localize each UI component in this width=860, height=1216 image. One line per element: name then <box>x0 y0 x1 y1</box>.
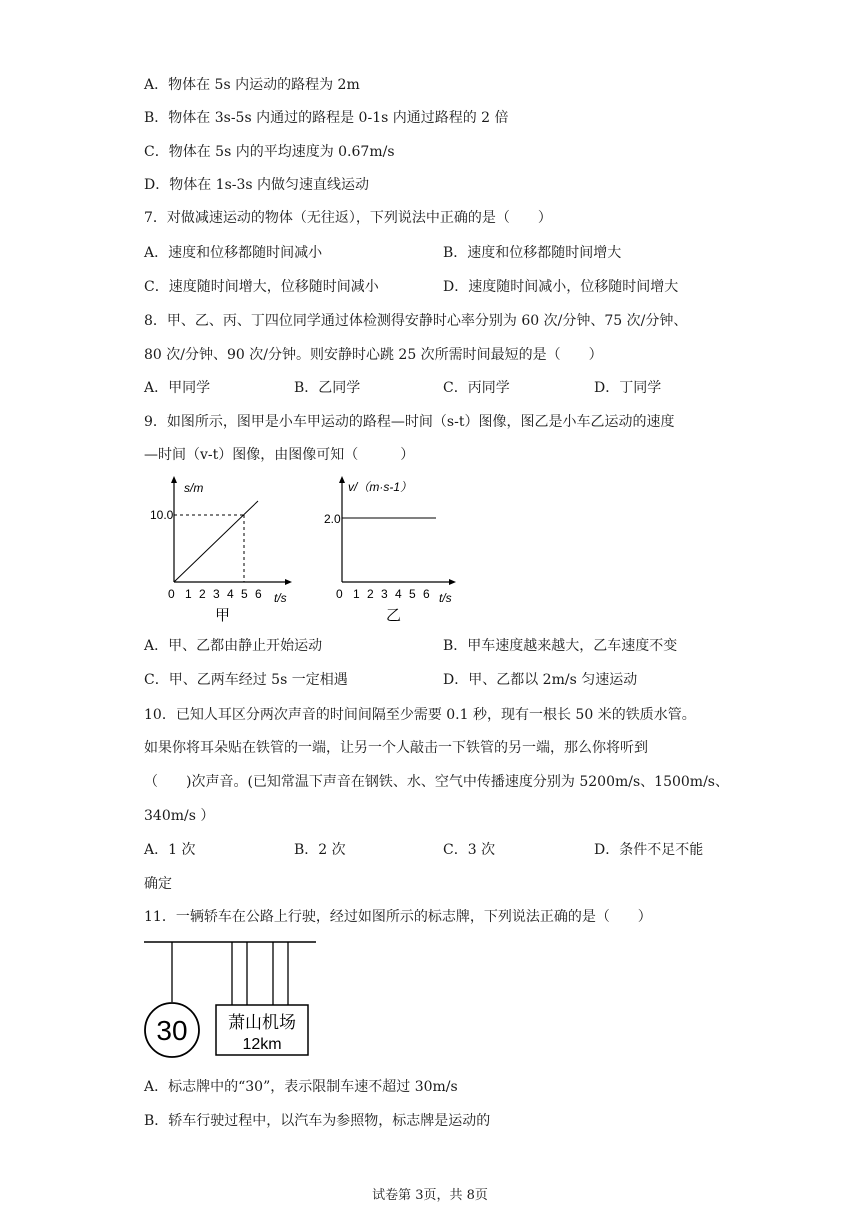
graph-jia-xtick-6: 6 <box>255 587 262 601</box>
graph-yi-x-arrow <box>449 579 456 585</box>
q6-option-c: C．物体在 5s 内的平均速度为 0.67m/s <box>144 144 395 160</box>
q8-option-d: D．丁同学 <box>594 380 662 396</box>
q9-option-c: C．甲、乙两车经过 5s 一定相遇 <box>144 672 348 688</box>
q10-option-d: D．条件不足不能 <box>594 842 704 858</box>
graph-yi-y-arrow <box>339 476 345 483</box>
q9-stem-line2: —时间（v-t）图像，由图像可知（ ） <box>144 447 415 463</box>
graph-yi-xlabel: t/s <box>439 591 452 605</box>
q9-stem-line1: 9．如图所示，图甲是小车甲运动的路程—时间（s-t）图像，图乙是小车乙运动的速度 <box>144 414 675 430</box>
q11-option-a: A．标志牌中的“30”，表示限制车速不超过 30m/s <box>144 1079 458 1095</box>
graph-yi-xtick-6: 6 <box>423 587 430 601</box>
q9-figures <box>140 472 470 627</box>
graph-yi-xtick-5: 5 <box>409 587 416 601</box>
q8-option-a: A．甲同学 <box>144 380 211 396</box>
graph-yi-xtick-1: 1 <box>353 587 360 601</box>
q10-stem-line3: （ )次声音。(已知常温下声音在钢铁、水、空气中传播速度分别为 5200m/s、1500m/s、 <box>144 774 729 790</box>
q8-stem-line1: 8．甲、乙、丙、丁四位同学通过体检测得安静时心率分别为 60 次/分钟、75 次/分钟、 <box>144 313 688 329</box>
q7-option-d: D．速度随时间减小，位移随时间增大 <box>443 279 679 295</box>
place-sign-name: 萧山机场 <box>228 1013 296 1032</box>
graph-jia-y-arrow <box>171 476 177 483</box>
graph-jia-line <box>174 501 258 582</box>
q8-option-b: B．乙同学 <box>294 380 361 396</box>
q9-option-a: A．甲、乙都由静止开始运动 <box>144 638 323 654</box>
q8-stem-line2: 80 次/分钟、90 次/分钟。则安静时心跳 25 次所需时间最短的是（ ） <box>144 347 603 363</box>
q10-stem-line2: 如果你将耳朵贴在铁管的一端，让另一个人敲击一下铁管的另一端，那么你将听到 <box>144 740 648 756</box>
graph-jia-x-arrow <box>285 579 292 585</box>
graph-yi-xtick-4: 4 <box>395 587 402 601</box>
q8-option-c: C．丙同学 <box>443 380 510 396</box>
q9-option-d: D．甲、乙都以 2m/s 匀速运动 <box>443 672 638 688</box>
graph-yi-xtick-0: 0 <box>336 587 343 601</box>
graph-yi <box>324 476 456 624</box>
graph-yi-ytick: 2.0 <box>324 512 341 526</box>
q10-option-a: A．1 次 <box>144 842 196 858</box>
graph-jia <box>150 476 292 624</box>
graph-jia-caption: 甲 <box>215 607 231 624</box>
graph-jia-xtick-5: 5 <box>241 587 248 601</box>
graph-jia-xtick-3: 3 <box>213 587 220 601</box>
graph-jia-xtick-4: 4 <box>227 587 234 601</box>
q10-option-c: C．3 次 <box>443 842 496 858</box>
graph-yi-xtick-3: 3 <box>381 587 388 601</box>
q7-option-b: B．速度和位移都随时间增大 <box>443 245 622 261</box>
graph-jia-xtick-0: 0 <box>168 587 175 601</box>
q7-stem: 7．对做减速运动的物体（无往返），下列说法中正确的是（ ） <box>144 210 552 226</box>
page-footer: 试卷第 3页，共 8页 <box>372 1188 488 1203</box>
graph-yi-xtick-2: 2 <box>367 587 374 601</box>
q6-option-d: D．物体在 1s-3s 内做匀速直线运动 <box>144 177 370 193</box>
graph-yi-caption: 乙 <box>386 607 402 624</box>
graph-jia-ylabel: s/m <box>184 481 204 495</box>
graph-yi-ylabel: v/（m·s-1） <box>348 480 412 494</box>
q10-stem-line4: 340m/s ） <box>144 808 215 824</box>
q11-option-b: B．轿车行驶过程中，以汽车为参照物，标志牌是运动的 <box>144 1113 491 1129</box>
q9-option-b: B．甲车速度越来越大，乙车速度不变 <box>443 638 678 654</box>
graph-jia-ytick: 10.0 <box>150 508 174 522</box>
q7-option-c: C．速度随时间增大，位移随时间减小 <box>144 279 379 295</box>
q11-road-signs <box>140 936 325 1066</box>
q7-option-a: A．速度和位移都随时间减小 <box>144 245 323 261</box>
graph-jia-xtick-1: 1 <box>185 587 192 601</box>
q10-option-d-cont: 确定 <box>144 876 172 892</box>
q10-stem-line1: 10．已知人耳区分两次声音的时间间隔至少需要 0.1 秒，现有一根长 50 米的铁质水管。 <box>144 707 696 723</box>
q6-option-a: A．物体在 5s 内运动的路程为 2m <box>144 77 360 93</box>
graph-jia-xtick-2: 2 <box>199 587 206 601</box>
graph-jia-xlabel: t/s <box>274 591 287 605</box>
q6-option-b: B．物体在 3s-5s 内通过的路程是 0-1s 内通过路程的 2 倍 <box>144 110 509 126</box>
speed-limit-value: 30 <box>156 1015 188 1046</box>
q10-option-b: B．2 次 <box>294 842 346 858</box>
q11-stem: 11．一辆轿车在公路上行驶，经过如图所示的标志牌，下列说法正确的是（ ） <box>144 909 652 925</box>
place-sign-distance: 12km <box>242 1036 282 1053</box>
